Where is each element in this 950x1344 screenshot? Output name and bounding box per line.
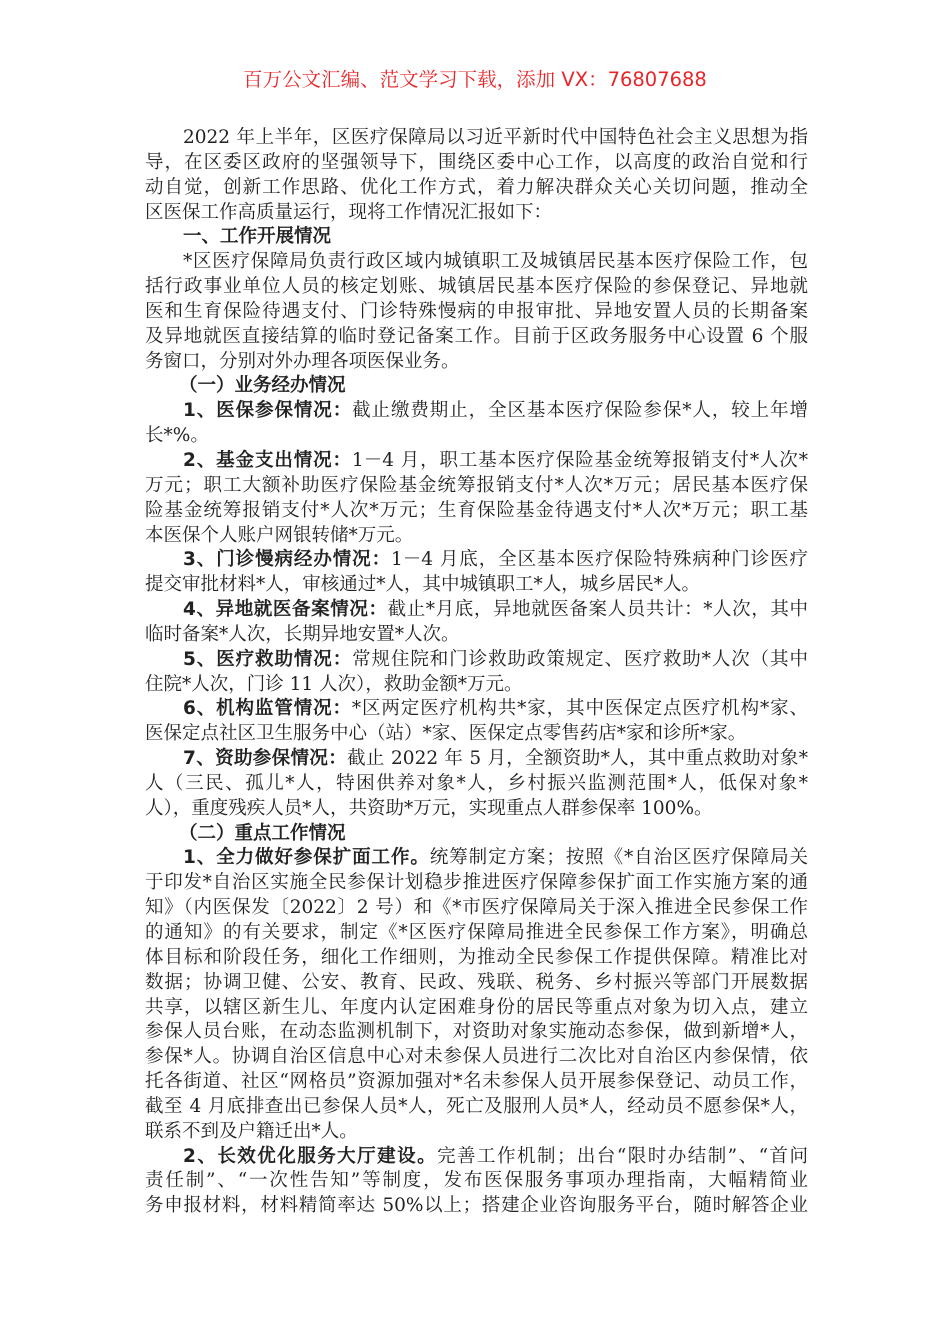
section-heading — [145, 225, 808, 250]
paragraph-lead: 6、机构监管情况： — [183, 698, 352, 720]
line-text: 统筹制定方案；按照《*自治区医疗保障局关 — [429, 847, 808, 869]
paragraph-line — [145, 201, 808, 226]
paragraph-line — [145, 623, 808, 648]
paragraph-line — [145, 971, 808, 996]
paragraph-line — [145, 499, 808, 524]
subsection-heading — [145, 374, 808, 399]
line-text: 截止*月底，异地就医备案人员共计：*人次，其中 — [387, 599, 808, 621]
line-text: 本医保个人账户网银转储*万元。 — [145, 524, 414, 546]
line-text: 托各街道、社区“网格员”资源加强对*名未参保人员开展参保登记、动员工作， — [145, 1071, 808, 1093]
paragraph-line — [145, 1169, 808, 1194]
paragraph-line — [145, 325, 808, 350]
line-text: 住院*人次，门诊 11 人次），救助金额*万元。 — [145, 673, 523, 695]
paragraph-line — [145, 1095, 808, 1120]
paragraph-line — [145, 747, 808, 772]
paragraph-line — [145, 871, 808, 896]
paragraph-line — [145, 126, 808, 151]
paragraph-line — [145, 648, 808, 673]
line-text: 责任制”、“一次性告知”等制度，发布医保服务事项办理指南，大幅精简业 — [145, 1170, 808, 1192]
line-text: 人），重度残疾人员*人，共资助*万元，实现重点人群参保率 100%。 — [145, 797, 713, 819]
line-text: 动自觉，创新工作思路、优化工作方式，着力解决群众关心关切问题，推动全 — [145, 176, 808, 198]
line-text: 的通知》的有关要求，制定《*区医疗保障局推进全民参保工作方案》，明确总 — [145, 922, 808, 943]
line-text: 1－4 月，职工基本医疗保险基金统筹报销支付*人次* — [351, 449, 808, 471]
paragraph-line — [145, 946, 808, 971]
paragraph-lead: 1、全力做好参保扩面工作。 — [183, 847, 430, 869]
paragraph-line — [145, 1045, 808, 1070]
paragraph-lead: 5、医疗救助情况： — [183, 648, 353, 670]
line-text: 1－4 月底，全区基本医疗保险特殊病种门诊医疗 — [391, 549, 808, 571]
paragraph-line — [145, 350, 808, 375]
line-text: 括行政事业单位人员的核定划账、城镇居民基本医疗保险的参保登记、异地就 — [145, 276, 808, 298]
paragraph-line — [145, 996, 808, 1021]
paragraph-line — [145, 846, 808, 871]
paragraph-lead: 7、资助参保情况： — [183, 748, 348, 770]
line-text: 参保*人。协调自治区信息中心对未参保人员进行二次比对自治区内参保情，依 — [145, 1046, 808, 1068]
line-text: 数据；协调卫健、公安、教育、民政、残联、税务、乡村振兴等部门开展数据 — [145, 971, 808, 993]
line-text: 及异地就医直接结算的临时登记备案工作。目前于区政务服务中心设置 6 个服 — [145, 325, 808, 347]
line-text: 截止缴费期止，全区基本医疗保险参保*人，较上年增 — [352, 400, 808, 422]
line-text: 务窗口，分别对外办理各项医保业务。 — [145, 350, 460, 372]
paragraph-lead: 1、医保参保情况： — [183, 400, 353, 422]
line-text: 临时备案*人次，长期异地安置*人次。 — [145, 623, 460, 645]
line-text: 完善工作机制；出台“限时办结制”、“首问 — [437, 1145, 809, 1167]
paragraph-line — [145, 722, 808, 747]
paragraph-line — [145, 1194, 808, 1219]
line-text: *区两定医疗机构共*家，其中医保定点医疗机构*家、 — [351, 698, 808, 720]
line-text: 一、工作开展情况 — [183, 226, 332, 248]
paragraph-line — [145, 1120, 808, 1145]
line-text: 截至 4 月底排查出已参保人员*人，死亡及服刑人员*人，经动员不愿参保*人， — [145, 1095, 808, 1117]
line-text: 险基金统筹报销支付*人次*万元；生育保险基金待遇支付*人次*万元；职工基 — [145, 499, 808, 521]
line-text: 截止 2022 年 5 月，全额资助*人，其中重点救助对象* — [347, 748, 808, 770]
paragraph-line — [145, 424, 808, 449]
paragraph-line — [145, 921, 808, 946]
paragraph-line — [145, 772, 808, 797]
paragraph-line — [145, 449, 808, 474]
line-text: 区医保工作高质量运行，现将工作情况汇报如下： — [145, 201, 553, 223]
paragraph-line — [145, 797, 808, 822]
line-text: *区医疗保障局负责行政区域内城镇职工及城镇居民基本医疗保险工作，包 — [183, 251, 808, 273]
line-text: 导，在区委区政府的坚强领导下，围绕区委中心工作，以高度的政治自觉和行 — [145, 151, 808, 173]
paragraph-line — [145, 250, 808, 275]
paragraph-line — [145, 697, 808, 722]
line-text: 人（三民、孤儿*人，特困供养对象*人，乡村振兴监测范围*人，低保对象* — [145, 772, 808, 794]
paragraph-lead: 2、基金支出情况： — [183, 449, 352, 471]
line-text: 务申报材料，材料精简率达 50%以上；搭建企业咨询服务平台，随时解答企业 — [145, 1195, 808, 1217]
line-text: 参保人员台账，在动态监测机制下，对资助对象实施动态参保，做到新增*人， — [145, 1021, 808, 1043]
watermark-banner: 百万公文汇编、范文学习下载，添加 VX：76807688 — [243, 68, 707, 91]
paragraph-line — [145, 1145, 808, 1170]
paragraph-line — [145, 896, 808, 921]
paragraph-line — [145, 524, 808, 549]
paragraph-lead: 3、门诊慢病经办情况： — [183, 549, 392, 571]
paragraph-line — [145, 176, 808, 201]
subsection-heading — [145, 822, 808, 847]
line-text: 万元；职工大额补助医疗保险基金统筹报销支付*人次*万元；居民基本医疗保 — [145, 474, 808, 496]
paragraph-line — [145, 548, 808, 573]
paragraph-lead: 2、长效优化服务大厅建设。 — [183, 1145, 438, 1167]
paragraph-line — [145, 300, 808, 325]
paragraph-line — [145, 151, 808, 176]
document-body — [145, 126, 808, 1219]
line-text: 体目标和阶段任务，细化工作细则，为推动全民参保工作提供保障。精准比对 — [145, 946, 808, 968]
line-text: 医保定点社区卫生服务中心（站）*家、医保定点零售药店*家和诊所*家。 — [145, 723, 747, 745]
line-text: 联系不到及户籍迁出*人。 — [145, 1120, 358, 1142]
paragraph-line — [145, 573, 808, 598]
line-text: 共享，以辖区新生儿、年度内认定困难身份的居民等重点对象为切入点，建立 — [145, 996, 808, 1018]
paragraph-line — [145, 275, 808, 300]
line-text: 常规住院和门诊救助政策规定、医疗救助*人次（其中 — [352, 648, 808, 670]
paragraph-line — [145, 1020, 808, 1045]
line-text: （二）重点工作情况 — [179, 822, 346, 844]
paragraph-line — [145, 673, 808, 698]
paragraph-lead: 4、异地就医备案情况： — [183, 599, 388, 621]
line-text: 知》（内医保发〔2022〕2 号）和《*市医疗保障局关于深入推进全民参保工作 — [145, 897, 808, 919]
paragraph-line — [145, 1070, 808, 1095]
line-text: 长*%。 — [145, 425, 209, 447]
line-text: 提交审批材料*人，审核通过*人，其中城镇职工*人，城乡居民*人。 — [145, 574, 701, 596]
paragraph-line — [145, 474, 808, 499]
line-text: 医和生育保险待遇支付、门诊特殊慢病的申报审批、异地安置人员的长期备案 — [145, 300, 808, 322]
line-text: 2022 年上半年，区医疗保障局以习近平新时代中国特色社会主义思想为指 — [183, 127, 808, 148]
line-text: （一）业务经办情况 — [179, 375, 346, 397]
line-text: 于印发*自治区实施全民参保计划稳步推进医疗保障参保扩面工作实施方案的通 — [145, 872, 808, 894]
paragraph-line — [145, 598, 808, 623]
paragraph-line — [145, 399, 808, 424]
